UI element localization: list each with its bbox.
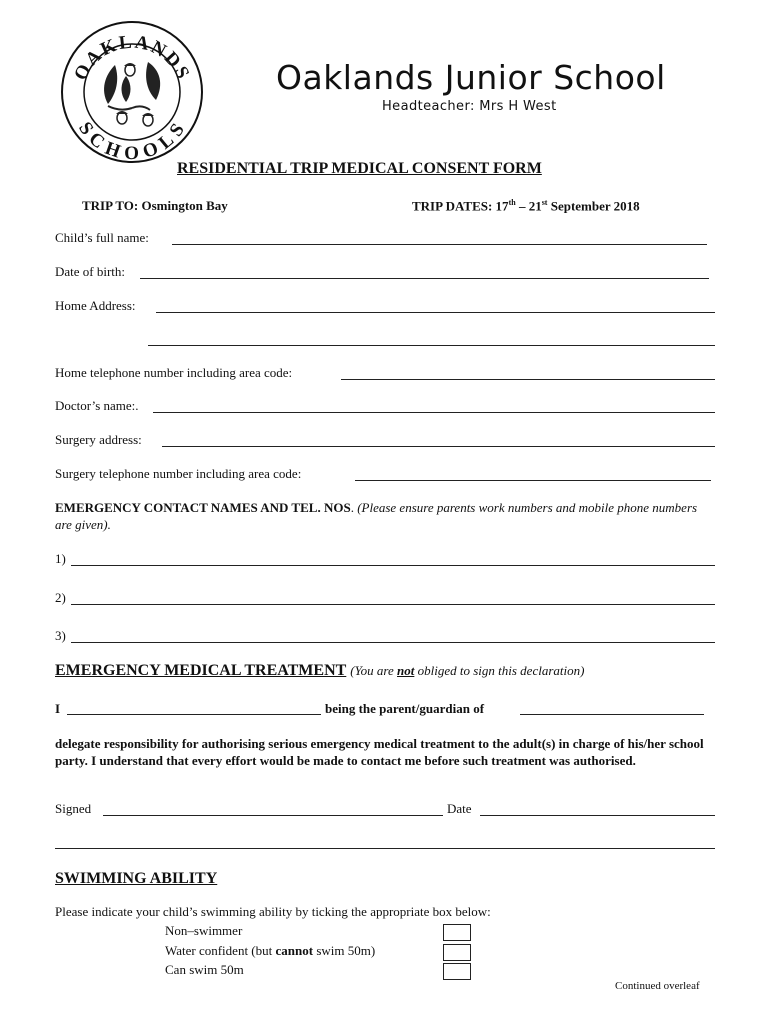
emergency-contact-1[interactable] bbox=[55, 551, 715, 569]
medical-note-pre: (You are bbox=[350, 663, 398, 678]
doctor-label: Doctor’s name:. bbox=[55, 398, 139, 413]
dob-field[interactable] bbox=[55, 264, 715, 282]
child-name-field[interactable] bbox=[55, 230, 715, 248]
swimming-instruction: Please indicate your child’s swimming ability by ticking the appropriate box below: bbox=[55, 904, 491, 919]
medical-heading: EMERGENCY MEDICAL TREATMENT bbox=[55, 662, 347, 679]
home-address-line-1[interactable] bbox=[156, 312, 715, 313]
surgery-address-line[interactable] bbox=[162, 446, 715, 447]
headteacher-line: Headteacher: Mrs H West bbox=[382, 99, 557, 114]
trip-dates-mid: – 21 bbox=[515, 198, 542, 214]
surgery-address-label: Surgery address: bbox=[55, 432, 142, 447]
school-name: Oaklands Junior School bbox=[276, 58, 666, 97]
home-address-field[interactable] bbox=[55, 298, 715, 316]
trip-dates-sup1: th bbox=[508, 198, 516, 207]
home-address-label: Home Address: bbox=[55, 298, 136, 313]
child-name-line[interactable] bbox=[172, 244, 707, 245]
logo-text-bottom: SCHOOLS bbox=[74, 118, 190, 164]
water-confident-bold: cannot bbox=[275, 943, 314, 958]
option-water-confident-label bbox=[165, 943, 375, 959]
child-name-label: Child’s full name: bbox=[55, 230, 149, 245]
surgery-phone-label: Surgery telephone number including area code: bbox=[55, 466, 302, 481]
doctor-field[interactable] bbox=[55, 398, 715, 416]
emergency-contact-3-label: 3) bbox=[55, 628, 66, 643]
date-label: Date bbox=[447, 801, 472, 816]
svg-text:SCHOOLS bbox=[74, 118, 190, 164]
option-can-swim-label: Can swim 50m bbox=[165, 962, 244, 977]
emergency-contact-3[interactable] bbox=[55, 628, 715, 646]
water-confident-checkbox[interactable] bbox=[443, 944, 471, 961]
dob-label: Date of birth: bbox=[55, 264, 126, 279]
medical-header bbox=[55, 662, 584, 680]
school-logo bbox=[60, 20, 204, 164]
parent-guardian-label: being the parent/guardian of bbox=[325, 701, 485, 716]
dob-line[interactable] bbox=[140, 278, 709, 279]
trip-dates bbox=[412, 198, 640, 214]
home-address-line-2[interactable] bbox=[148, 345, 715, 346]
surgery-phone-field[interactable] bbox=[55, 466, 715, 484]
medical-note-post: obliged to sign this declaration) bbox=[414, 663, 585, 678]
emergency-contact-2-line[interactable] bbox=[71, 604, 715, 605]
emergency-contact-2[interactable] bbox=[55, 590, 715, 608]
form-title: RESIDENTIAL TRIP MEDICAL CONSENT FORM bbox=[177, 160, 542, 177]
non-swimmer-checkbox[interactable] bbox=[443, 924, 471, 941]
medical-declaration: delegate responsibility for authorising serious emergency medical treatment to the adult(s) in charge of his/her school party. I understand that every effort would be made to contact me before such treatment was authorised. bbox=[55, 736, 704, 768]
emergency-contact-1-line[interactable] bbox=[71, 565, 715, 566]
parent-name-line[interactable] bbox=[67, 714, 321, 715]
water-confident-pre: Water confident (but bbox=[165, 943, 276, 958]
continued-overleaf: Continued overleaf bbox=[615, 980, 700, 992]
water-confident-post: swim 50m) bbox=[313, 943, 376, 958]
doctor-line[interactable] bbox=[153, 412, 715, 413]
trip-dates-suffix: September 2018 bbox=[547, 198, 640, 214]
emergency-contacts-header: EMERGENCY CONTACT NAMES AND TEL. NOS. (Please ensure parents work numbers and mobile phone numbers are given). bbox=[55, 500, 698, 532]
child-of-line[interactable] bbox=[520, 714, 704, 715]
surgery-phone-line[interactable] bbox=[355, 480, 711, 481]
medical-note-not: not bbox=[397, 663, 415, 678]
medical-i-label: I bbox=[55, 701, 61, 716]
trip-dates-sup2: st bbox=[541, 198, 548, 207]
home-phone-field[interactable] bbox=[55, 365, 715, 383]
emergency-contacts-note: (Please ensure parents work numbers and mobile phone numbers are given). bbox=[55, 500, 698, 532]
emergency-contact-3-line[interactable] bbox=[71, 642, 715, 643]
date-line[interactable] bbox=[480, 815, 715, 816]
school-logo-svg bbox=[60, 20, 204, 164]
logo-text-top: OAKLANDS bbox=[70, 31, 195, 84]
signature-line[interactable] bbox=[103, 815, 443, 816]
home-phone-line[interactable] bbox=[341, 379, 715, 380]
trip-to: TRIP TO: Osmington Bay bbox=[82, 198, 228, 213]
surgery-address-field[interactable] bbox=[55, 432, 715, 450]
signed-label: Signed bbox=[55, 801, 92, 816]
can-swim-checkbox[interactable] bbox=[443, 963, 471, 980]
emergency-contact-1-label: 1) bbox=[55, 551, 66, 566]
home-phone-label: Home telephone number including area code: bbox=[55, 365, 293, 380]
swimming-heading: SWIMMING ABILITY bbox=[55, 870, 218, 887]
emergency-contacts-heading: EMERGENCY CONTACT NAMES AND TEL. NOS bbox=[55, 500, 351, 515]
trip-dates-prefix: TRIP DATES: 17 bbox=[412, 198, 509, 214]
section-divider bbox=[55, 848, 715, 849]
option-non-swimmer-label: Non–swimmer bbox=[165, 923, 243, 938]
emergency-contact-2-label: 2) bbox=[55, 590, 66, 605]
